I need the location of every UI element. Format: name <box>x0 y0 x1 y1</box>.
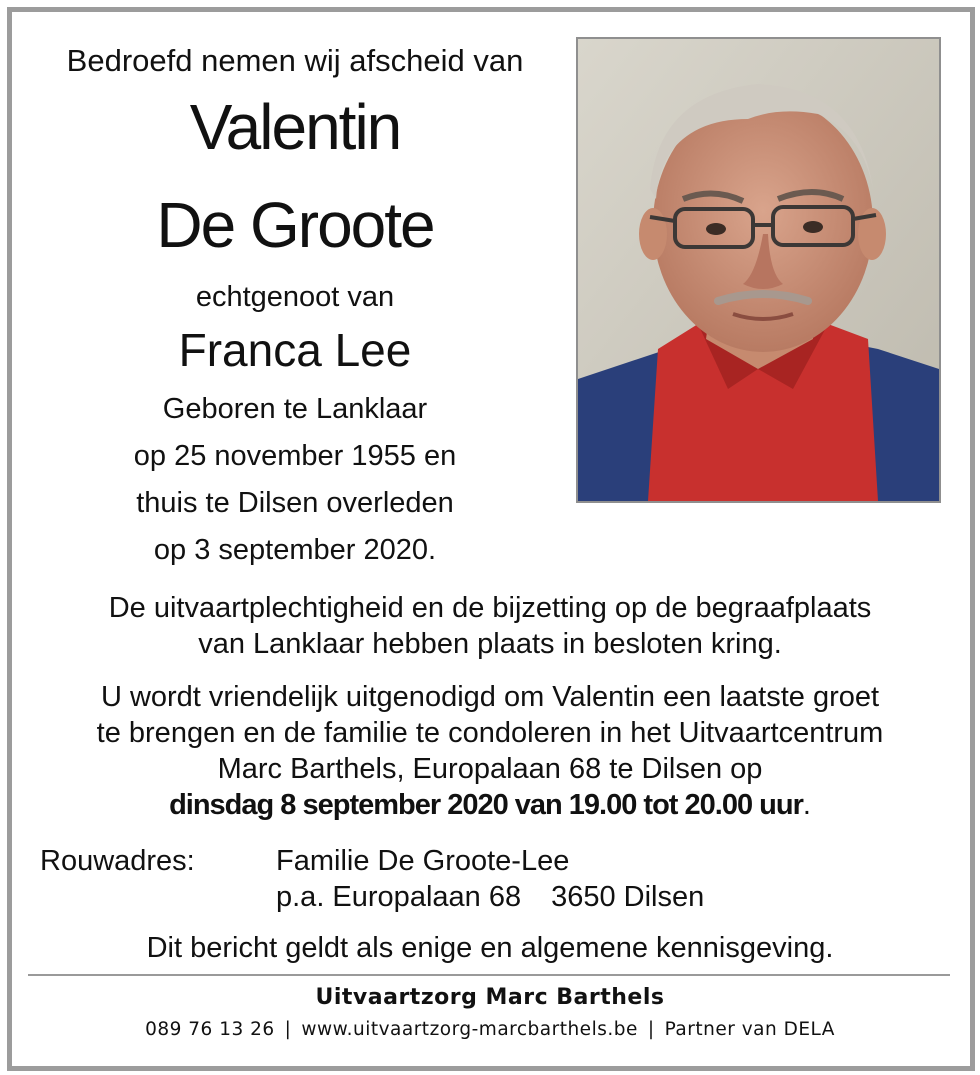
separator: | <box>647 1019 655 1040</box>
funeral-home-name: Uitvaartzorg Marc Barthels <box>315 985 665 1010</box>
spouse-name: Franca Lee <box>178 324 412 376</box>
bio-line: thuis te Dilsen overleden <box>136 487 454 519</box>
invitation-text <box>20 679 960 823</box>
separator: | <box>284 1019 292 1040</box>
phone-number: 089 76 13 26 <box>145 1019 275 1040</box>
bio-line: Geboren te Lanklaar <box>162 393 428 425</box>
bio-text <box>40 386 550 574</box>
bio-line: op 25 november 1955 en <box>133 440 457 472</box>
invitation-line: te brengen en de familie te condoleren in het Uitvaartcentrum <box>96 717 884 749</box>
portrait-photo <box>576 37 941 503</box>
partner-text: Partner van DELA <box>664 1019 835 1040</box>
visitation-date: dinsdag 8 september 2020 van 19.00 tot 20.00 uur <box>169 789 803 821</box>
mourning-address <box>276 843 704 915</box>
funeral-home-contact <box>20 1016 960 1044</box>
address-label: Rouwadres: <box>40 845 195 877</box>
deceased-first-name: Valentin <box>189 91 401 163</box>
website-link[interactable]: www.uitvaartzorg-marcbarthels.be <box>301 1019 638 1040</box>
bio-line: op 3 september 2020. <box>153 534 437 566</box>
invitation-date-line <box>20 787 960 823</box>
invitation-end: . <box>802 789 811 821</box>
address-city: 3650 Dilsen <box>551 881 705 913</box>
address-street: p.a. Europalaan 68 <box>276 881 522 913</box>
address-line <box>276 879 704 915</box>
ceremony-text <box>20 590 960 662</box>
invitation-line: Marc Barthels, Europalaan 68 te Dilsen op <box>217 753 763 785</box>
spouse-label: echtgenoot van <box>195 281 395 313</box>
closing-note: Dit bericht geldt als enige en algemene kennisgeving. <box>146 932 834 964</box>
footer-divider <box>28 974 950 976</box>
address-name: Familie De Groote-Lee <box>276 845 570 877</box>
intro-text: Bedroefd nemen wij afscheid van <box>66 43 524 78</box>
ceremony-line: van Lanklaar hebben plaats in besloten kring. <box>198 628 782 660</box>
invitation-line: U wordt vriendelijk uitgenodigd om Valentin een laatste groet <box>100 681 880 713</box>
deceased-last-name: De Groote <box>156 189 434 261</box>
ceremony-line: De uitvaartplechtigheid en de bijzetting op de begraafplaats <box>108 592 872 624</box>
